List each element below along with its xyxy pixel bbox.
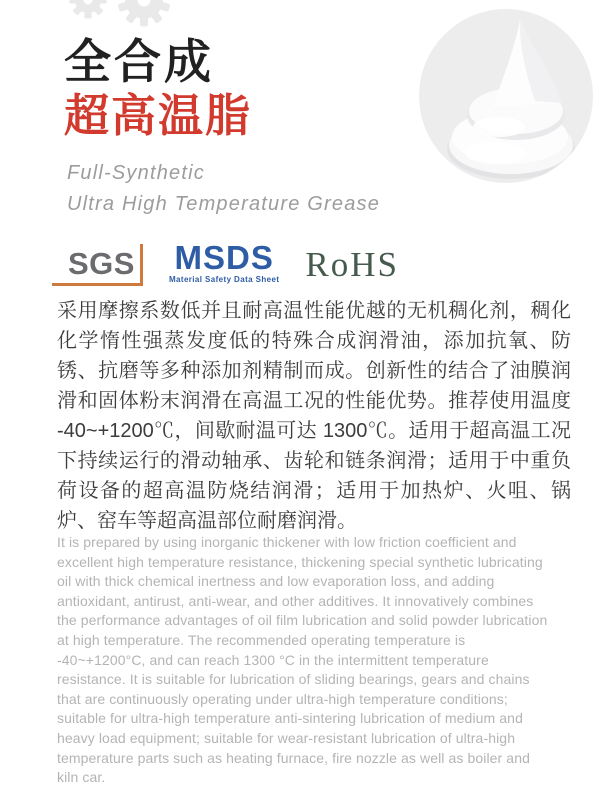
grease-dollop-image [419,9,593,183]
sgs-logo [64,246,143,288]
certification-logos [64,238,399,288]
sgs-logo-label: SGS [68,246,135,281]
sgs-logo-sideline [140,244,143,286]
page-title-cn-line2: 超高温脂 [64,90,253,141]
product-image [419,9,593,183]
msds-logo-label: MSDS [174,239,274,276]
description-chinese: 采用摩擦系数低并且耐高温性能优越的无机稠化剂，稠化化学惰性强蒸发度低的特殊合成润滑油，添加抗氧、防锈、抗磨等多种添加剂精制而成。创新性的结合了油膜润滑和固体粉末润滑在高温工况的性能优势。推荐使用温度 -40~+1200℃，间歇耐温可达 1300℃。适用于超高温工况下持续运行的滑动轴承、齿轮和链条润滑；适用于中重负荷设备的超高温防烧结润滑；适用于加热炉、火咀、锅炉、窑车等超高温部位耐磨润滑。 [57,300,571,532]
rohs-logo [305,245,400,288]
description-english: It is prepared by using inorganic thickener with low friction coefficient and excellent high temperature resistance, thickening special synthetic lubricating oil with thick chemical inertness and low evaporation loss, and adding antioxidant, antirust, anti-wear, and other additives. It innovatively combines the performance advantages of oil film lubrication and solid powder lubrication at high temperature. The recommended operating temperature is -40~+1200°C, and can reach 1300 °C in the intermittent temperature resistance. It is suitable for lubrication of sliding bearings, gears and chains that are continuously operating under ultra-high temperature conditions; suitable for ultra-high temperature anti-sintering lubrication of medium and heavy load equipment; suitable for wear-resistant lubrication of ultra-high temperature parts such as heating furnace, fire nozzle as well as boiler and kiln car. [57,534,548,786]
sgs-logo-underline [52,283,143,286]
gears-icon [62,0,182,34]
subtitle-line1: Full-Synthetic [67,162,205,184]
gear-decoration [62,0,182,34]
page-subtitle-en [67,158,380,220]
msds-logo [168,239,280,288]
subtitle-line2: Ultra High Temperature Grease [67,193,381,215]
page-title-cn-line1: 全合成 [64,35,214,88]
rohs-logo-label: RoHS [305,245,400,284]
msds-logo-sublabel: Material Safety Data Sheet [168,275,280,284]
